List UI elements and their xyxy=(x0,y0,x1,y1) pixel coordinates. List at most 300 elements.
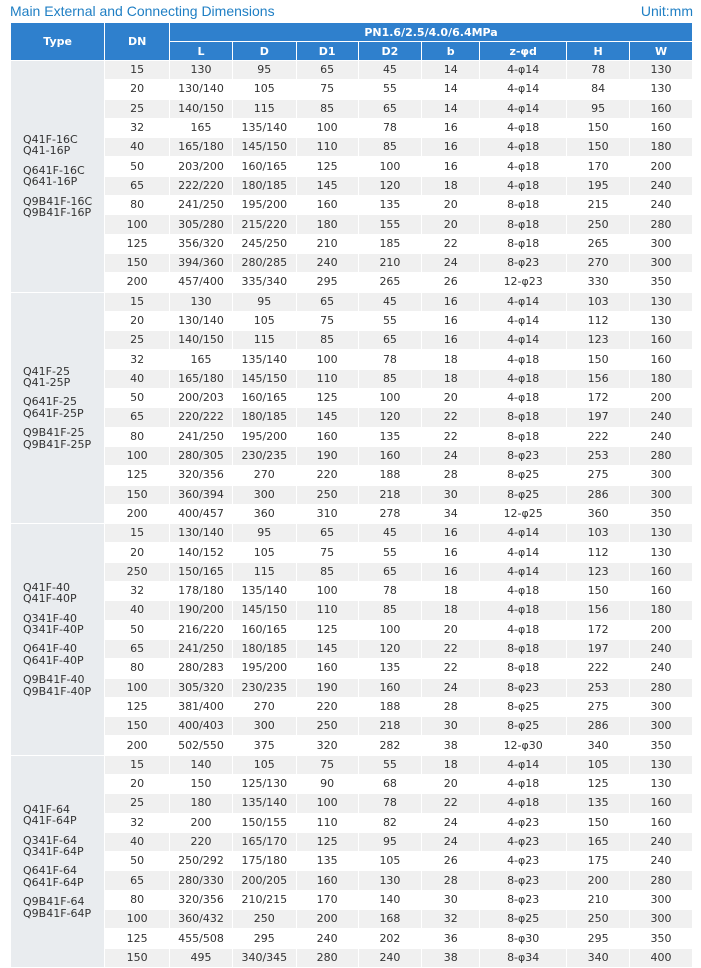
dn-cell: 250 xyxy=(105,562,170,581)
table-cell: 4-φ18 xyxy=(480,138,567,157)
table-cell: 65 xyxy=(296,524,358,543)
table-cell: 160 xyxy=(630,582,693,601)
table-cell: 156 xyxy=(567,601,630,620)
table-cell: 457/400 xyxy=(170,273,233,292)
table-cell: 270 xyxy=(567,253,630,272)
table-cell: 20 xyxy=(422,196,480,215)
table-cell: 240 xyxy=(296,929,358,948)
table-cell: 8-φ25 xyxy=(480,697,567,716)
table-cell: 34 xyxy=(422,504,480,523)
table-row xyxy=(11,157,693,176)
table-cell: 220/222 xyxy=(170,408,233,427)
type-label: Q41F-64P xyxy=(23,814,77,828)
type-label: Q641F-40 xyxy=(23,642,77,656)
table-row xyxy=(11,524,693,543)
table-cell: 85 xyxy=(358,369,422,388)
type-cell xyxy=(11,61,105,293)
table-cell: 4-φ18 xyxy=(480,620,567,639)
table-cell: 172 xyxy=(567,389,630,408)
table-cell: 210 xyxy=(358,253,422,272)
table-cell: 95 xyxy=(232,292,296,311)
table-cell: 203/200 xyxy=(170,157,233,176)
table-cell: 190 xyxy=(296,446,358,465)
table-cell: 36 xyxy=(422,929,480,948)
table-cell: 8-φ18 xyxy=(480,215,567,234)
table-cell: 8-φ18 xyxy=(480,408,567,427)
table-cell: 180 xyxy=(296,215,358,234)
table-cell: 95 xyxy=(567,99,630,118)
dn-cell: 20 xyxy=(105,543,170,562)
table-cell: 112 xyxy=(567,311,630,330)
table-cell: 130/140 xyxy=(170,524,233,543)
table-cell: 135/140 xyxy=(232,118,296,137)
table-cell: 4-φ18 xyxy=(480,350,567,369)
type-label: Q641F-64 xyxy=(23,864,77,878)
table-cell: 168 xyxy=(358,910,422,929)
table-row xyxy=(11,311,693,330)
table-row xyxy=(11,253,693,272)
table-cell: 24 xyxy=(422,446,480,465)
table-cell: 8-φ23 xyxy=(480,446,567,465)
type-spacer xyxy=(23,857,104,865)
table-row xyxy=(11,601,693,620)
table-cell: 4-φ14 xyxy=(480,562,567,581)
type-label: Q41F-64 xyxy=(23,802,70,816)
type-label: Q641F-25 xyxy=(23,395,77,409)
table-cell: 160 xyxy=(296,196,358,215)
table-cell: 340/345 xyxy=(232,948,296,967)
table-cell: 400/403 xyxy=(170,717,233,736)
table-cell: 150 xyxy=(567,118,630,137)
table-cell: 180 xyxy=(170,794,233,813)
table-cell: 145/150 xyxy=(232,138,296,157)
table-cell: 265 xyxy=(567,234,630,253)
dn-cell: 25 xyxy=(105,99,170,118)
table-cell: 18 xyxy=(422,350,480,369)
column-header-d: D xyxy=(232,42,296,61)
table-cell: 18 xyxy=(422,582,480,601)
table-cell: 250 xyxy=(296,485,358,504)
table-cell: 240 xyxy=(358,948,422,967)
dn-cell: 125 xyxy=(105,234,170,253)
table-cell: 130 xyxy=(630,543,693,562)
table-cell: 95 xyxy=(232,524,296,543)
table-cell: 280 xyxy=(630,446,693,465)
table-cell: 195/200 xyxy=(232,196,296,215)
table-cell: 197 xyxy=(567,639,630,658)
table-cell: 85 xyxy=(358,601,422,620)
table-row xyxy=(11,466,693,485)
table-cell: 115 xyxy=(232,99,296,118)
table-cell: 150 xyxy=(567,813,630,832)
table-cell: 150 xyxy=(567,138,630,157)
table-cell: 140/152 xyxy=(170,543,233,562)
table-cell: 65 xyxy=(296,61,358,80)
table-cell: 95 xyxy=(232,61,296,80)
type-label: Q341F-40 xyxy=(23,611,77,625)
table-cell: 280/305 xyxy=(170,446,233,465)
table-cell: 18 xyxy=(422,601,480,620)
dn-cell: 65 xyxy=(105,871,170,890)
table-cell: 100 xyxy=(296,118,358,137)
table-cell: 160 xyxy=(630,331,693,350)
type-label: Q41F-25 xyxy=(23,364,70,378)
table-cell: 135/140 xyxy=(232,350,296,369)
type-label: Q341F-64 xyxy=(23,833,77,847)
type-label: Q9B41F-40 xyxy=(23,673,85,687)
dn-cell: 65 xyxy=(105,408,170,427)
table-cell: 340 xyxy=(567,948,630,967)
table-cell: 160 xyxy=(630,99,693,118)
table-cell: 216/220 xyxy=(170,620,233,639)
table-cell: 250 xyxy=(296,717,358,736)
table-cell: 4-φ23 xyxy=(480,832,567,851)
type-label: Q9B41F-64 xyxy=(23,895,85,909)
table-cell: 145 xyxy=(296,639,358,658)
table-cell: 20 xyxy=(422,215,480,234)
table-cell: 300 xyxy=(630,890,693,909)
table-cell: 270 xyxy=(232,697,296,716)
table-cell: 140 xyxy=(170,755,233,774)
table-cell: 172 xyxy=(567,620,630,639)
table-cell: 45 xyxy=(358,61,422,80)
table-cell: 241/250 xyxy=(170,196,233,215)
table-cell: 78 xyxy=(358,118,422,137)
table-cell: 4-φ14 xyxy=(480,543,567,562)
table-cell: 360 xyxy=(567,504,630,523)
dn-cell: 100 xyxy=(105,446,170,465)
table-cell: 156 xyxy=(567,369,630,388)
table-cell: 278 xyxy=(358,504,422,523)
type-cell xyxy=(11,755,105,967)
table-cell: 253 xyxy=(567,446,630,465)
table-row xyxy=(11,582,693,601)
table-cell: 28 xyxy=(422,466,480,485)
table-cell: 200 xyxy=(630,389,693,408)
table-row xyxy=(11,832,693,851)
table-cell: 241/250 xyxy=(170,427,233,446)
table-cell: 130/140 xyxy=(170,80,233,99)
table-cell: 218 xyxy=(358,485,422,504)
table-cell: 4-φ14 xyxy=(480,61,567,80)
dn-cell: 200 xyxy=(105,504,170,523)
dn-cell: 65 xyxy=(105,639,170,658)
type-cell xyxy=(11,292,105,524)
dn-cell: 50 xyxy=(105,620,170,639)
table-cell: 8-φ18 xyxy=(480,234,567,253)
table-cell: 360/432 xyxy=(170,910,233,929)
table-cell: 8-φ23 xyxy=(480,678,567,697)
table-cell: 400 xyxy=(630,948,693,967)
table-row xyxy=(11,948,693,967)
table-cell: 75 xyxy=(296,311,358,330)
table-row xyxy=(11,717,693,736)
table-row xyxy=(11,929,693,948)
dn-cell: 15 xyxy=(105,292,170,311)
table-row xyxy=(11,408,693,427)
table-cell: 22 xyxy=(422,639,480,658)
type-label: Q641F-40P xyxy=(23,653,84,667)
table-cell: 24 xyxy=(422,832,480,851)
table-cell: 240 xyxy=(630,659,693,678)
table-cell: 30 xyxy=(422,485,480,504)
table-cell: 110 xyxy=(296,601,358,620)
table-cell: 188 xyxy=(358,697,422,716)
table-cell: 305/280 xyxy=(170,215,233,234)
table-cell: 170 xyxy=(567,157,630,176)
table-cell: 16 xyxy=(422,138,480,157)
table-cell: 95 xyxy=(358,832,422,851)
table-cell: 90 xyxy=(296,774,358,793)
page-title: Main External and Connecting Dimensions xyxy=(10,3,275,19)
table-cell: 300 xyxy=(630,697,693,716)
table-cell: 188 xyxy=(358,466,422,485)
table-cell: 130 xyxy=(630,80,693,99)
table-row xyxy=(11,813,693,832)
table-cell: 78 xyxy=(358,582,422,601)
table-cell: 241/250 xyxy=(170,639,233,658)
table-cell: 202 xyxy=(358,929,422,948)
type-label: Q641-16P xyxy=(23,175,78,189)
table-cell: 85 xyxy=(296,562,358,581)
dn-cell: 50 xyxy=(105,389,170,408)
table-cell: 8-φ18 xyxy=(480,427,567,446)
table-cell: 105 xyxy=(232,755,296,774)
table-cell: 250 xyxy=(232,910,296,929)
dn-cell: 32 xyxy=(105,813,170,832)
table-cell: 300 xyxy=(232,717,296,736)
table-cell: 400/457 xyxy=(170,504,233,523)
table-cell: 220 xyxy=(296,466,358,485)
table-cell: 14 xyxy=(422,80,480,99)
table-cell: 110 xyxy=(296,138,358,157)
table-cell: 45 xyxy=(358,524,422,543)
dn-cell: 65 xyxy=(105,176,170,195)
dn-cell: 150 xyxy=(105,253,170,272)
column-header-d2: D2 xyxy=(358,42,422,61)
table-cell: 250/292 xyxy=(170,852,233,871)
table-row xyxy=(11,389,693,408)
table-cell: 115 xyxy=(232,331,296,350)
table-cell: 175 xyxy=(567,852,630,871)
dn-cell: 15 xyxy=(105,61,170,80)
table-cell: 20 xyxy=(422,620,480,639)
table-cell: 32 xyxy=(422,910,480,929)
dn-cell: 40 xyxy=(105,138,170,157)
dn-cell: 40 xyxy=(105,601,170,620)
dn-cell: 80 xyxy=(105,659,170,678)
table-row xyxy=(11,755,693,774)
table-cell: 356/320 xyxy=(170,234,233,253)
dn-cell: 100 xyxy=(105,678,170,697)
table-cell: 300 xyxy=(630,253,693,272)
table-cell: 200 xyxy=(567,871,630,890)
type-label: Q9B41F-64P xyxy=(23,906,92,920)
table-cell: 28 xyxy=(422,697,480,716)
table-cell: 45 xyxy=(358,292,422,311)
table-cell: 16 xyxy=(422,562,480,581)
table-cell: 78 xyxy=(358,794,422,813)
table-cell: 160 xyxy=(296,659,358,678)
column-header-d1: D1 xyxy=(296,42,358,61)
dn-cell: 80 xyxy=(105,196,170,215)
type-label: Q341F-40P xyxy=(23,623,84,636)
table-cell: 14 xyxy=(422,99,480,118)
dn-cell: 100 xyxy=(105,215,170,234)
column-header-w: W xyxy=(630,42,693,61)
table-cell: 16 xyxy=(422,311,480,330)
table-row xyxy=(11,774,693,793)
table-cell: 4-φ18 xyxy=(480,369,567,388)
dn-cell: 80 xyxy=(105,890,170,909)
table-cell: 105 xyxy=(232,543,296,562)
type-cell xyxy=(11,524,105,756)
type-label: Q9B41F-25P xyxy=(23,437,92,451)
table-cell: 8-φ34 xyxy=(480,948,567,967)
table-cell: 185 xyxy=(358,234,422,253)
table-cell: 4-φ14 xyxy=(480,524,567,543)
table-cell: 55 xyxy=(358,80,422,99)
table-cell: 135 xyxy=(296,852,358,871)
table-row xyxy=(11,427,693,446)
table-cell: 300 xyxy=(630,910,693,929)
table-cell: 16 xyxy=(422,292,480,311)
table-cell: 240 xyxy=(630,639,693,658)
table-row xyxy=(11,562,693,581)
table-cell: 8-φ18 xyxy=(480,639,567,658)
table-row xyxy=(11,196,693,215)
type-label: Q641F-64P xyxy=(23,875,84,889)
table-cell: 82 xyxy=(358,813,422,832)
table-cell: 105 xyxy=(567,755,630,774)
type-label: Q9B41F-25 xyxy=(23,426,85,440)
table-cell: 125 xyxy=(296,832,358,851)
table-cell: 190/200 xyxy=(170,601,233,620)
dn-cell: 25 xyxy=(105,331,170,350)
table-cell: 180 xyxy=(630,369,693,388)
table-cell: 4-φ14 xyxy=(480,292,567,311)
table-cell: 215 xyxy=(567,196,630,215)
table-row xyxy=(11,659,693,678)
table-cell: 123 xyxy=(567,331,630,350)
table-cell: 8-φ18 xyxy=(480,659,567,678)
table-cell: 130 xyxy=(630,311,693,330)
page-header xyxy=(0,0,701,22)
type-label: Q9B41F-40P xyxy=(23,684,92,698)
table-cell: 215/220 xyxy=(232,215,296,234)
table-cell: 300 xyxy=(630,234,693,253)
table-cell: 105 xyxy=(358,852,422,871)
table-cell: 84 xyxy=(567,80,630,99)
table-cell: 110 xyxy=(296,369,358,388)
type-label: Q41-25P xyxy=(23,376,71,390)
table-cell: 180 xyxy=(630,601,693,620)
table-cell: 8-φ25 xyxy=(480,717,567,736)
table-cell: 12-φ25 xyxy=(480,504,567,523)
type-label: Q641F-16C xyxy=(23,163,85,177)
table-cell: 130 xyxy=(630,774,693,793)
table-cell: 100 xyxy=(296,794,358,813)
dn-cell: 32 xyxy=(105,350,170,369)
table-cell: 150/165 xyxy=(170,562,233,581)
table-cell: 65 xyxy=(358,562,422,581)
table-cell: 4-φ14 xyxy=(480,80,567,99)
table-cell: 160 xyxy=(630,813,693,832)
table-row xyxy=(11,485,693,504)
table-cell: 65 xyxy=(296,292,358,311)
table-cell: 130 xyxy=(630,61,693,80)
table-cell: 8-φ23 xyxy=(480,890,567,909)
table-cell: 75 xyxy=(296,755,358,774)
table-cell: 275 xyxy=(567,466,630,485)
table-cell: 4-φ23 xyxy=(480,813,567,832)
table-cell: 75 xyxy=(296,543,358,562)
table-cell: 20 xyxy=(422,389,480,408)
table-cell: 165/170 xyxy=(232,832,296,851)
table-cell: 165 xyxy=(170,350,233,369)
table-cell: 130 xyxy=(630,292,693,311)
column-header-bolts: z-φd xyxy=(480,42,567,61)
table-cell: 286 xyxy=(567,485,630,504)
table-cell: 160 xyxy=(358,446,422,465)
table-cell: 320/356 xyxy=(170,466,233,485)
type-label: Q641F-25P xyxy=(23,406,84,420)
type-label: Q9B41F-16P xyxy=(23,206,92,220)
pressure-header: PN1.6/2.5/4.0/6.4MPa xyxy=(170,23,693,42)
dimensions-table xyxy=(10,22,693,968)
table-cell: 16 xyxy=(422,118,480,137)
table-cell: 85 xyxy=(296,331,358,350)
dn-cell: 200 xyxy=(105,273,170,292)
table-cell: 280/330 xyxy=(170,871,233,890)
table-cell: 320 xyxy=(296,736,358,755)
table-cell: 200 xyxy=(296,910,358,929)
table-cell: 24 xyxy=(422,678,480,697)
table-cell: 381/400 xyxy=(170,697,233,716)
table-cell: 455/508 xyxy=(170,929,233,948)
table-cell: 140 xyxy=(358,890,422,909)
table-cell: 394/360 xyxy=(170,253,233,272)
table-cell: 125/130 xyxy=(232,774,296,793)
table-cell: 178/180 xyxy=(170,582,233,601)
table-cell: 200 xyxy=(630,157,693,176)
table-cell: 240 xyxy=(630,176,693,195)
table-cell: 16 xyxy=(422,157,480,176)
table-cell: 250 xyxy=(567,910,630,929)
table-cell: 200/203 xyxy=(170,389,233,408)
table-cell: 230/235 xyxy=(232,678,296,697)
table-header xyxy=(11,23,693,61)
table-cell: 305/320 xyxy=(170,678,233,697)
dn-cell: 20 xyxy=(105,774,170,793)
table-cell: 160 xyxy=(296,871,358,890)
dn-cell: 40 xyxy=(105,832,170,851)
table-cell: 105 xyxy=(232,80,296,99)
table-cell: 218 xyxy=(358,717,422,736)
table-cell: 145/150 xyxy=(232,369,296,388)
table-cell: 14 xyxy=(422,61,480,80)
table-cell: 78 xyxy=(358,350,422,369)
table-cell: 275 xyxy=(567,697,630,716)
table-cell: 120 xyxy=(358,639,422,658)
table-cell: 495 xyxy=(170,948,233,967)
table-cell: 155 xyxy=(358,215,422,234)
table-cell: 280 xyxy=(630,215,693,234)
table-cell: 375 xyxy=(232,736,296,755)
table-cell: 286 xyxy=(567,717,630,736)
table-cell: 8-φ23 xyxy=(480,253,567,272)
table-cell: 123 xyxy=(567,562,630,581)
